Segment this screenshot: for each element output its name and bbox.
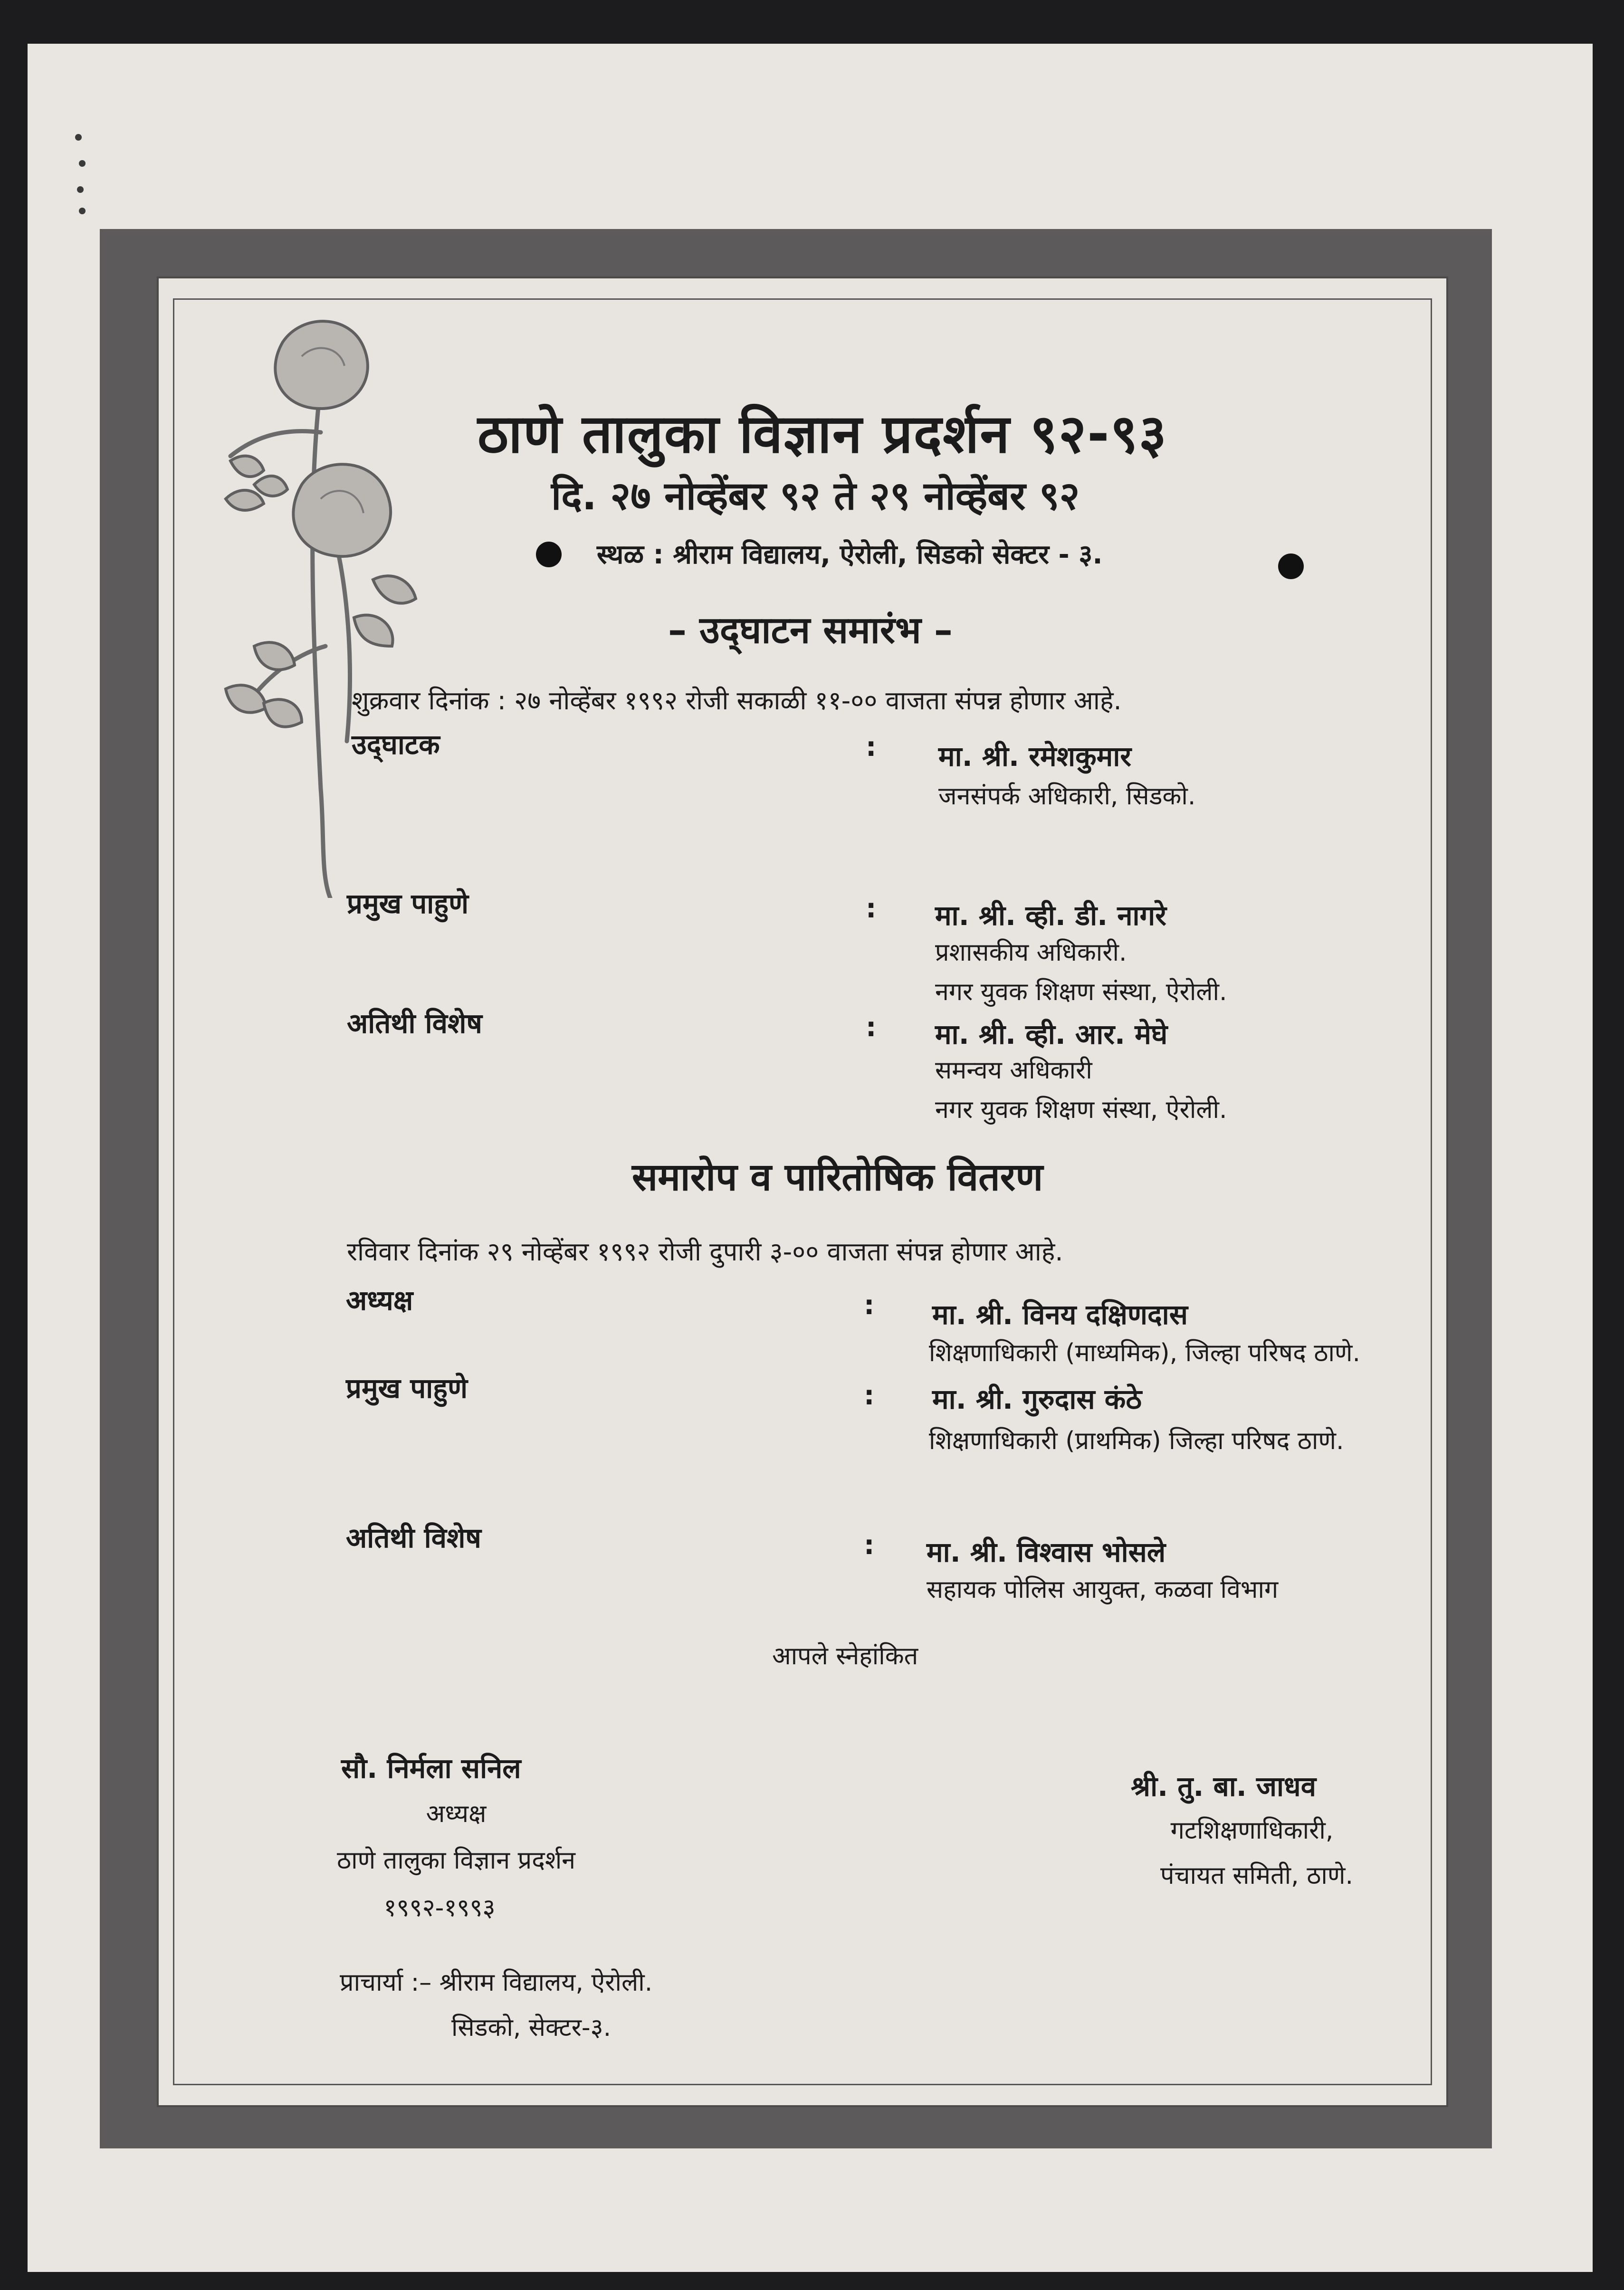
person-name: मा. श्री. विश्वास भोसले (927, 1536, 1166, 1568)
closing-heading: समारोप व पारितोषिक वितरण (632, 1155, 1043, 1199)
signatory-right-org: पंचायत समिती, ठाणे. (1160, 1861, 1354, 1890)
person-designation: समन्वय अधिकारी (935, 1056, 1092, 1085)
signatory-left-org: ठाणे तालुका विज्ञान प्रदर्शन (336, 1846, 576, 1875)
colon-separator: : (866, 732, 877, 763)
signatory-right-name: श्री. तु. बा. जाधव (1131, 1770, 1316, 1803)
colon-separator: : (866, 893, 877, 924)
principal-address: सिडको, सेक्टर-३. (451, 2013, 611, 2042)
role-label: अतिथी विशेष (346, 1522, 481, 1554)
punch-mark (77, 186, 84, 193)
person-name: मा. श्री. गुरुदास कंठे (932, 1383, 1142, 1415)
closing-schedule: रविवार दिनांक २९ नोव्हेंबर १९९२ रोजी दुपारी ३-०० वाजता संपन्न होणार आहे. (347, 1237, 1063, 1267)
person-designation: सहायक पोलिस आयुक्त, कळवा विभाग (927, 1575, 1279, 1604)
inauguration-heading: – उद्‌घाटन समारंभ – (668, 609, 953, 652)
person-designation: शिक्षणाधिकारी (माध्यमिक), जिल्हा परिषद ठाणे. (929, 1339, 1361, 1367)
person-designation: नगर युवक शिक्षण संस्था, ऐरोली. (935, 978, 1227, 1006)
event-dates: दि. २७ नोव्हेंबर ९२ ते २९ नोव्हेंबर ९२ (551, 474, 1080, 519)
punch-mark (75, 134, 82, 141)
bullet-dot-icon (536, 542, 562, 567)
signatory-left-title: अध्यक्ष (426, 1800, 487, 1828)
person-name: मा. श्री. व्ही. आर. मेघे (935, 1018, 1168, 1050)
punch-mark (79, 208, 86, 214)
role-label: प्रमुख पाहुणे (347, 887, 469, 920)
inauguration-schedule: शुक्रवार दिनांक : २७ नोव्हेंबर १९९२ रोजी सकाळी ११-०० वाजता संपन्न होणार आहे. (352, 686, 1122, 716)
colon-separator: : (866, 1012, 877, 1043)
role-label: प्रमुख पाहुणे (346, 1372, 468, 1404)
bullet-dot-icon (1278, 553, 1304, 579)
greeting-text: आपले स्नेहांकित (772, 1642, 918, 1670)
person-designation: शिक्षणाधिकारी (प्राथमिक) जिल्हा परिषद ठाणे. (929, 1427, 1344, 1455)
person-designation: जनसंपर्क अधिकारी, सिडको. (938, 782, 1196, 811)
page-title: ठाणे तालुका विज्ञान प्रदर्शन ९२-९३ (478, 403, 1168, 465)
signatory-left-year: १९९२-१९९३ (383, 1894, 496, 1922)
rose-illustration-icon (211, 314, 459, 898)
signatory-left-name: सौ. निर्मला सनिल (341, 1752, 521, 1784)
colon-separator: : (864, 1290, 875, 1321)
signatory-right-title: गटशिक्षणाधिकारी, (1170, 1816, 1334, 1845)
principal-line: प्राचार्या :– श्रीराम विद्यालय, ऐरोली. (340, 1968, 653, 1997)
role-label: अध्यक्ष (346, 1284, 413, 1317)
person-name: मा. श्री. व्ही. डी. नागरे (935, 899, 1166, 932)
event-venue: स्थळ : श्रीराम विद्यालय, ऐरोली, सिडको सेक्टर - ३. (597, 539, 1103, 570)
colon-separator: : (864, 1530, 875, 1561)
role-label: अतिथी विशेष (347, 1007, 482, 1040)
person-designation: नगर युवक शिक्षण संस्था, ऐरोली. (935, 1096, 1227, 1124)
person-name: मा. श्री. विनय दक्षिणदास (932, 1298, 1188, 1331)
person-designation: प्रशासकीय अधिकारी. (935, 938, 1127, 967)
role-label: उद्‌घाटक (352, 728, 440, 761)
person-name: मा. श्री. रमेशकुमार (938, 740, 1132, 773)
colon-separator: : (864, 1380, 875, 1411)
punch-mark (79, 160, 86, 167)
